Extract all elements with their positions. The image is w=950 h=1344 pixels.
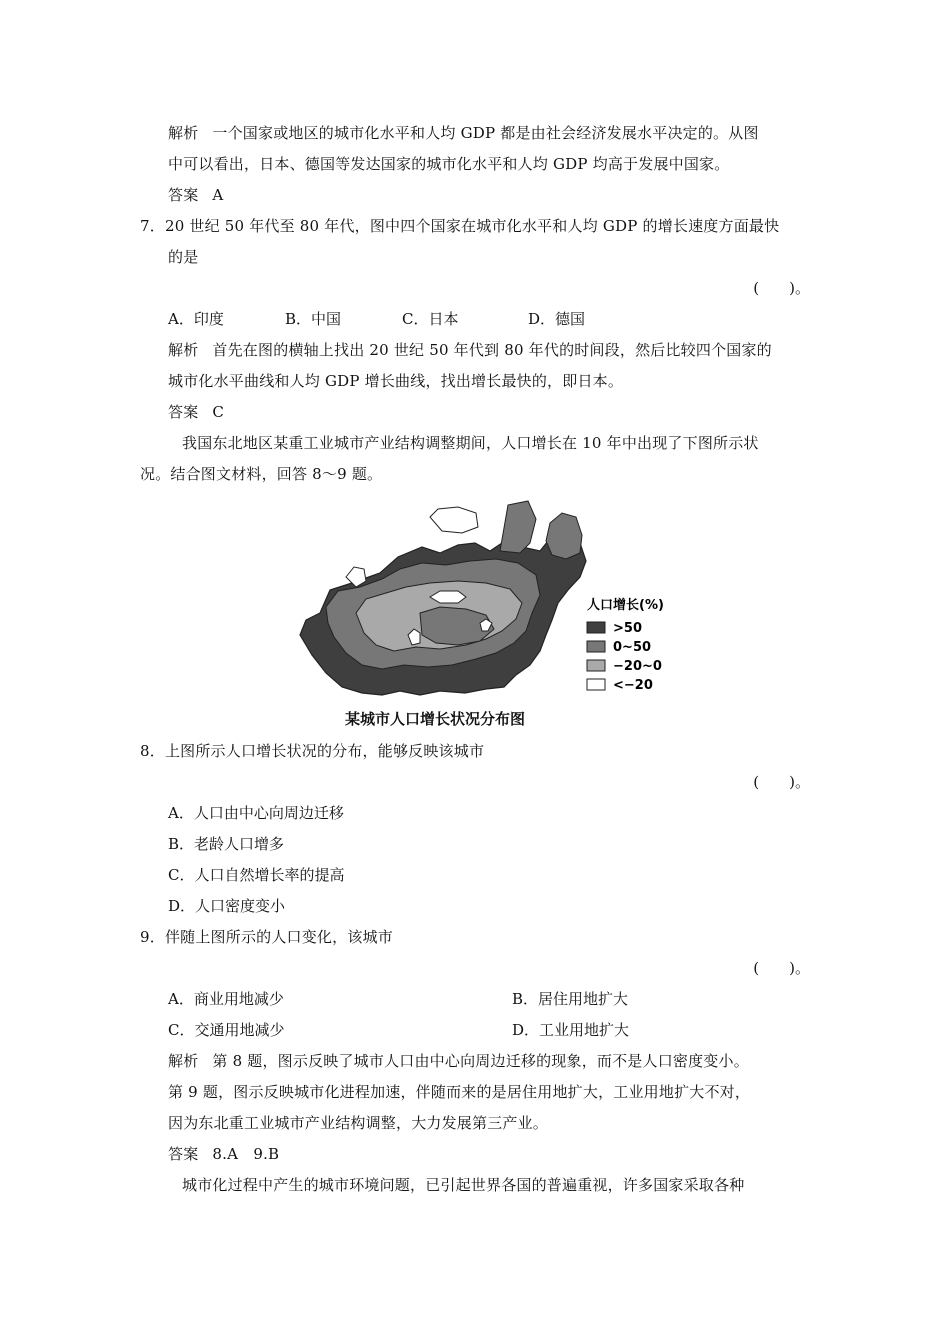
q7-option-c[interactable]: C．日本 bbox=[402, 310, 459, 328]
q6-answer bbox=[168, 185, 223, 205]
question-number: 8． bbox=[140, 742, 165, 760]
answer-value: 8.A 9.B bbox=[212, 1145, 280, 1163]
q8-option-c[interactable]: C．人口自然增长率的提高 bbox=[168, 866, 345, 884]
legend-swatch bbox=[587, 679, 605, 690]
q9-answer bbox=[168, 1144, 279, 1164]
q7-answer-bracket: ( )。 bbox=[753, 279, 810, 297]
q7-analysis-line1 bbox=[168, 340, 772, 360]
legend bbox=[587, 621, 662, 693]
q6-analysis-line2: 中可以看出，日本、德国等发达国家的城市化水平和人均 GDP 均高于发展中国家。 bbox=[168, 155, 730, 173]
analysis-label: 解析 bbox=[168, 341, 199, 359]
q7-stem-line1 bbox=[140, 216, 779, 236]
question-stem: 上图所示人口增长状况的分布，能够反映该城市 bbox=[164, 742, 485, 760]
q8-option-d[interactable]: D．人口密度变小 bbox=[168, 897, 286, 915]
q9-analysis-line3: 因为东北重工业城市产业结构调整，大力发展第三产业。 bbox=[168, 1114, 549, 1132]
map-region-ne2 bbox=[546, 513, 582, 559]
intro-line1: 我国东北地区某重工业城市产业结构调整期间，人口增长在 10 年中出现了下图所示状 bbox=[182, 434, 759, 452]
answer-value: A bbox=[212, 186, 224, 204]
q9-answer-bracket: ( )。 bbox=[753, 959, 810, 977]
q8-stem bbox=[140, 741, 484, 761]
q7-option-d[interactable]: D．德国 bbox=[528, 310, 586, 328]
q9-option-b[interactable]: B．居住用地扩大 bbox=[512, 990, 629, 1008]
question-number: 9． bbox=[140, 928, 165, 946]
q7-stem-line2: 的是 bbox=[168, 248, 199, 266]
population-growth-map bbox=[290, 495, 680, 730]
analysis-label: 解析 bbox=[168, 124, 199, 142]
figure-caption: 某城市人口增长状况分布图 bbox=[345, 710, 526, 728]
answer-label: 答案 bbox=[168, 1145, 199, 1163]
legend-label: −20~0 bbox=[613, 659, 662, 674]
question-number: 7． bbox=[140, 217, 165, 235]
analysis-text: 第 8 题，图示反映了城市人口由中心向周边迁移的现象，而不是人口密度变小。 bbox=[212, 1052, 749, 1070]
map-region-top-white bbox=[430, 507, 478, 533]
intro-line2: 况。结合图文材料，回答 8～9 题。 bbox=[140, 465, 383, 483]
q6-analysis-line1 bbox=[168, 123, 759, 143]
legend-label: >50 bbox=[613, 621, 642, 636]
legend-label: <−20 bbox=[613, 678, 653, 693]
question-stem: 伴随上图所示的人口变化，该城市 bbox=[164, 928, 393, 946]
answer-label: 答案 bbox=[168, 186, 199, 204]
analysis-label: 解析 bbox=[168, 1052, 199, 1070]
answer-value: C bbox=[212, 403, 225, 421]
q8-answer-bracket: ( )。 bbox=[753, 773, 810, 791]
q7-answer bbox=[168, 402, 224, 422]
legend-swatch bbox=[587, 622, 605, 633]
question-stem: 20 世纪 50 年代至 80 年代，图中四个国家在城市化水平和人均 GDP 的增长速度方面最快 bbox=[164, 217, 780, 235]
legend-title: 人口增长(%) bbox=[587, 598, 664, 613]
q9-option-d[interactable]: D．工业用地扩大 bbox=[512, 1021, 630, 1039]
q9-option-a[interactable]: A．商业用地减少 bbox=[168, 990, 284, 1008]
map-region-ne1 bbox=[500, 501, 536, 553]
q9-analysis-line1 bbox=[168, 1051, 749, 1071]
q9-option-c[interactable]: C．交通用地减少 bbox=[168, 1021, 285, 1039]
q7-option-a[interactable]: A．印度 bbox=[168, 310, 224, 328]
legend-label: 0~50 bbox=[613, 640, 652, 655]
legend-swatch bbox=[587, 660, 605, 671]
q7-analysis-line2: 城市化水平曲线和人均 GDP 增长曲线，找出增长最快的，即日本。 bbox=[168, 372, 624, 390]
q7-option-b[interactable]: B．中国 bbox=[285, 310, 342, 328]
answer-label: 答案 bbox=[168, 403, 199, 421]
analysis-text: 首先在图的横轴上找出 20 世纪 50 年代到 80 年代的时间段，然后比较四个国家的 bbox=[212, 341, 772, 359]
q8-option-a[interactable]: A．人口由中心向周边迁移 bbox=[168, 804, 344, 822]
legend-swatch bbox=[587, 641, 605, 652]
q8-option-b[interactable]: B．老龄人口增多 bbox=[168, 835, 285, 853]
analysis-text: 一个国家或地区的城市化水平和人均 GDP 都是由社会经济发展水平决定的。从图 bbox=[212, 124, 759, 142]
q9-analysis-line2: 第 9 题，图示反映城市化进程加速，伴随而来的是居住用地扩大，工业用地扩大不对， bbox=[168, 1083, 751, 1101]
q9-stem bbox=[140, 927, 393, 947]
tail-line1: 城市化过程中产生的城市环境问题，已引起世界各国的普遍重视，许多国家采取各种 bbox=[182, 1176, 745, 1194]
